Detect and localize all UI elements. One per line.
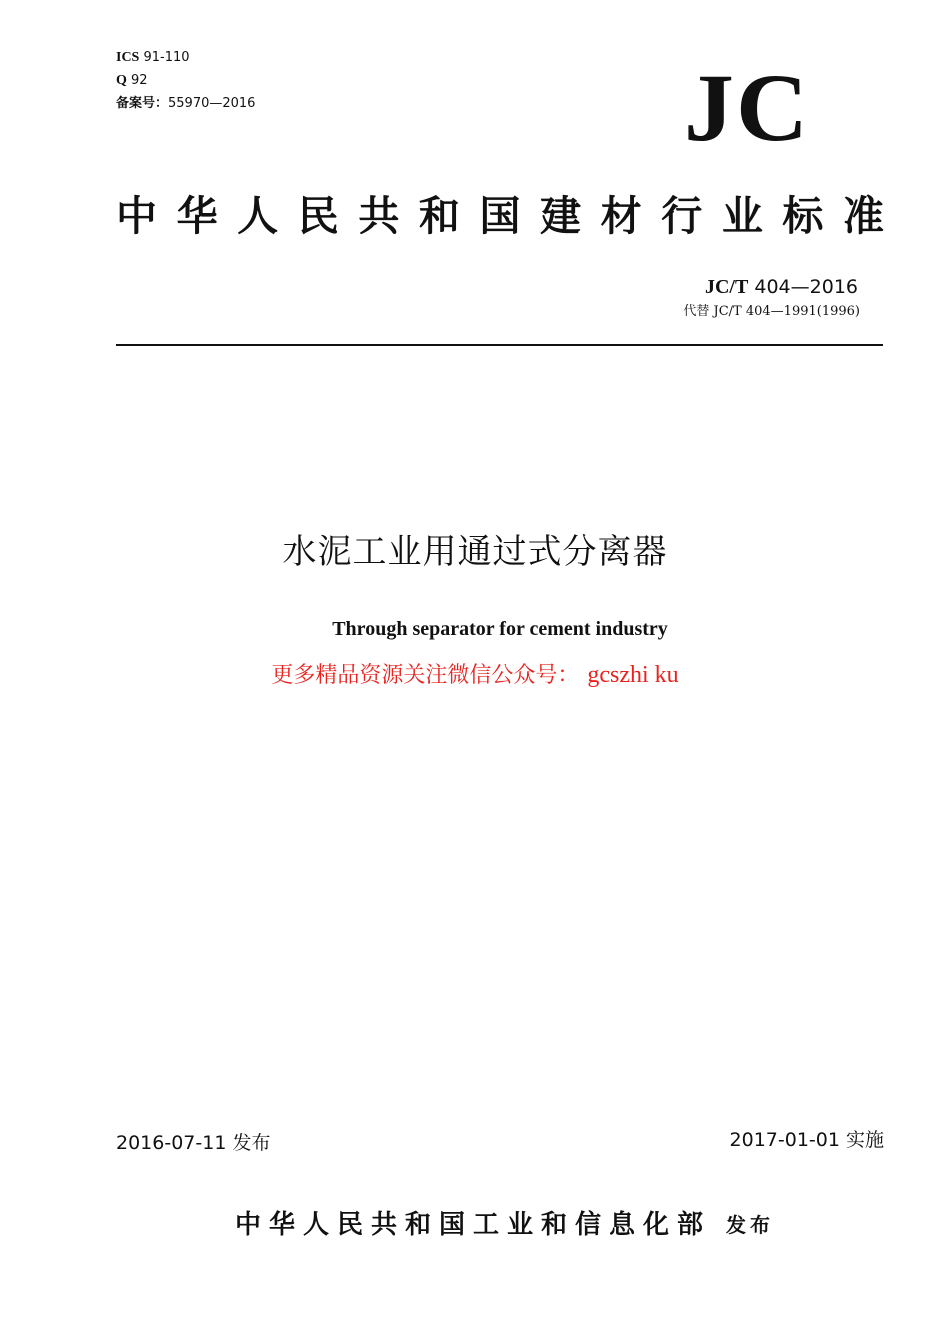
issuer-name: 中华人民共和国工业和信息化部 (235, 1210, 712, 1240)
record-number (116, 96, 255, 112)
standard-code-prefix: JC/T (704, 276, 749, 298)
watermark-line (0, 660, 950, 691)
issuer-verb: 发布 (726, 1213, 774, 1237)
header-divider (116, 344, 883, 346)
jc-logo: JC (684, 54, 811, 161)
ics-code (116, 50, 190, 66)
q-value: 92 (131, 73, 148, 88)
standard-code-number: 404—2016 (754, 276, 858, 298)
watermark-text: 更多精品资源关注微信公众号： (271, 663, 580, 688)
q-code (116, 73, 148, 89)
document-title-en: Through separator for cement industry (332, 618, 668, 640)
record-label: 备案号： (116, 96, 169, 111)
watermark-account: gcszhi ku (587, 662, 679, 688)
document-title-cn: 水泥工业用通过式分离器 (282, 532, 668, 572)
ics-label: ICS (116, 50, 140, 65)
standard-series-title: 中华人民共和国建材行业标准 (116, 192, 884, 240)
effective-date: 2017-01-01 实施 (729, 1129, 884, 1151)
issue-date: 2016-07-11 发布 (116, 1132, 271, 1154)
replaces-note: 代替 JC/T 404—1991(1996) (683, 304, 860, 319)
q-label: Q (116, 73, 127, 88)
standard-code (705, 274, 858, 300)
record-value: 55970—2016 (168, 96, 256, 111)
ics-value: 91-110 (143, 50, 190, 65)
